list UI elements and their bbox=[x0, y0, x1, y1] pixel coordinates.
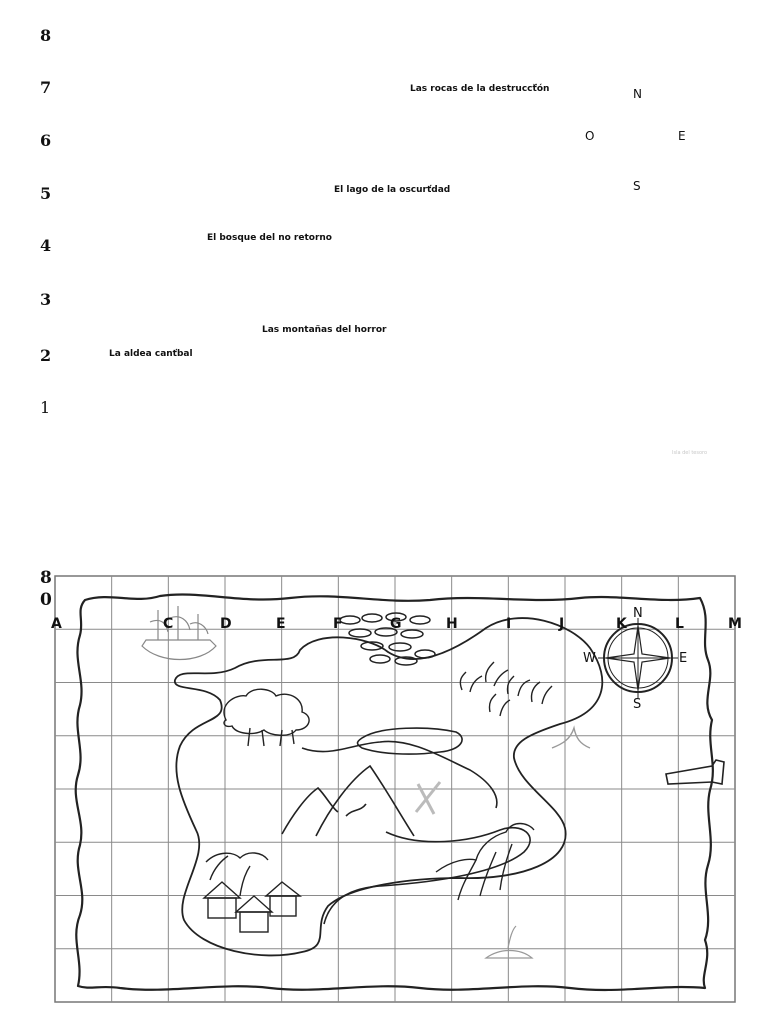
column-M: M bbox=[728, 616, 742, 632]
column-D: D bbox=[220, 616, 232, 632]
column-L: L bbox=[675, 616, 684, 632]
compass-south-label: S bbox=[633, 179, 641, 193]
map-compass-east: E bbox=[679, 651, 688, 666]
parchment-edge bbox=[76, 594, 713, 989]
column-H: H bbox=[446, 616, 458, 632]
row-number-5: 5 bbox=[40, 184, 52, 203]
row-number-3: 3 bbox=[40, 290, 52, 309]
compass-west-label: O bbox=[585, 129, 595, 143]
grass bbox=[460, 662, 552, 716]
watermark: Isla del tesoro bbox=[672, 450, 708, 456]
ship bbox=[142, 606, 216, 660]
shark-fin bbox=[552, 728, 590, 748]
row-number-6: 6 bbox=[40, 131, 52, 150]
map-compass-west: W bbox=[583, 651, 596, 666]
treasure-x-mark bbox=[416, 782, 440, 814]
cannon bbox=[666, 760, 724, 784]
row-number-2: 2 bbox=[40, 346, 52, 365]
column-K: K bbox=[616, 616, 627, 632]
row-number-7: 7 bbox=[40, 78, 52, 97]
column-E: E bbox=[276, 616, 286, 632]
column-G: G bbox=[390, 616, 402, 632]
compass-rose bbox=[598, 618, 678, 698]
map-row-label-top: 8 bbox=[40, 568, 52, 588]
mermaid-rock bbox=[486, 926, 532, 958]
column-F: F bbox=[333, 616, 343, 632]
row-number-4: 4 bbox=[40, 236, 52, 255]
column-J: J bbox=[559, 616, 565, 632]
column-A: A bbox=[51, 616, 62, 632]
place-lago: El lago de la oscurťdad bbox=[334, 185, 451, 195]
map-row-label-bottom: 0 bbox=[40, 590, 52, 610]
row-number-1: 1 bbox=[40, 398, 51, 417]
place-rocas: Las rocas de la destruccť̆ón bbox=[410, 84, 550, 94]
lake bbox=[358, 728, 463, 754]
path-line bbox=[302, 741, 497, 808]
place-montanas: Las montañas del horror bbox=[262, 325, 387, 335]
village-huts bbox=[204, 882, 300, 932]
map-compass-south: S bbox=[633, 697, 642, 712]
map-compass-north: N bbox=[633, 606, 643, 621]
place-bosque: El bosque del no retorno bbox=[207, 233, 332, 243]
forest bbox=[224, 689, 309, 746]
place-aldea: La aldea canťbal bbox=[109, 349, 193, 359]
mountains bbox=[282, 766, 414, 836]
row-number-8: 8 bbox=[40, 26, 52, 45]
compass-north-label: N bbox=[633, 87, 642, 101]
island-outline bbox=[175, 618, 603, 955]
column-I: I bbox=[506, 616, 512, 632]
compass-east-label: E bbox=[678, 129, 686, 143]
column-C: C bbox=[163, 616, 174, 632]
